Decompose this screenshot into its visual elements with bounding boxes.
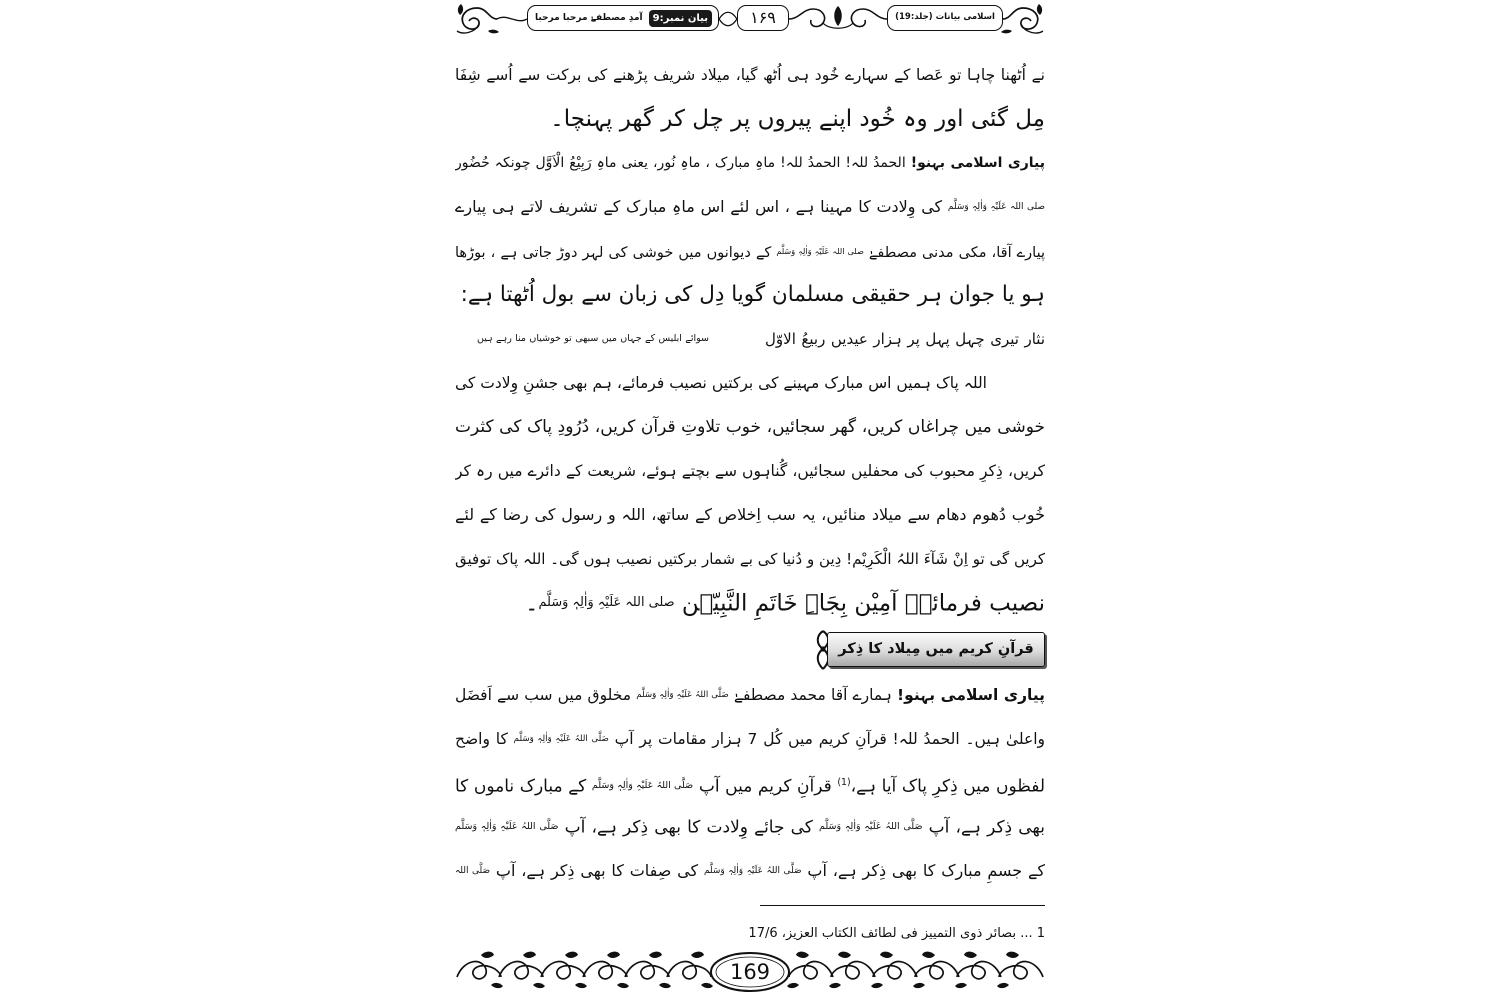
text-line	[455, 97, 1045, 141]
paragraph	[455, 673, 1045, 893]
honorific: صَلَّی اللہُ عَلَیْہِ وَاٰلِہٖ وَسَلَّم	[819, 821, 923, 832]
ornament-leaf	[834, 6, 842, 26]
text-segment: الحمدُ للہ! الحمدُ للہ! ماہِ مبارک ، ماہِ نُور، یعنی ماہِ رَبِیْعُ الْاَوَّل چونکہ حُضُور	[455, 155, 911, 171]
text-line	[455, 185, 1045, 229]
paragraph	[455, 53, 1045, 141]
text-segment: واعلیٰ ہیں۔ الحمدُ للہ! قرآنِ کریم میں کُل 7 ہزار مقامات پر آپ	[608, 730, 1045, 749]
text-segment: کے دیوانوں میں خوشی کی لہر دوڑ جاتی ہے ، بوڑھا	[455, 244, 777, 261]
footer-vine-left	[457, 952, 713, 989]
text-line	[455, 229, 1045, 273]
lead-phrase: پیاری اسلامی بہنو!	[910, 155, 1045, 171]
honorific: صَلَّی اللہُ عَلَیْہِ وَاٰلِہٖ وَسَلَّم	[703, 866, 802, 876]
text-line	[455, 717, 1045, 761]
text-line	[455, 581, 1045, 625]
text-segment: کے مبارک ناموں کا	[455, 776, 592, 797]
text-line	[455, 405, 1045, 449]
text-segment: ۔	[525, 590, 539, 617]
text-line	[455, 53, 1045, 97]
text-line	[455, 537, 1045, 581]
footer-vine-right	[787, 952, 1043, 989]
poetry-couplet	[455, 317, 1045, 361]
book-title-box	[887, 5, 1003, 31]
text-line	[455, 449, 1045, 493]
ornament-stroke	[719, 12, 737, 26]
header-ornament-left	[457, 4, 499, 33]
bayan-title: آمدِ مصطفےٰ مرحبا مرحبا	[535, 12, 643, 23]
ornament-stroke	[851, 9, 887, 27]
text-segment: کی جائے وِلادت کا بھی ذِکر ہے، آپ	[558, 817, 820, 838]
text-line	[455, 805, 1045, 849]
text-segment: نصیب فرمائے۔ آمِیْن بِجَاہِ خَاتَمِ النَّبِیّٖن	[674, 590, 1045, 617]
text-segment: مخلوق میں سب سے اَفضَل	[455, 686, 637, 705]
text-segment: کا واضح	[455, 730, 514, 749]
text-line	[455, 761, 1045, 805]
paragraph	[455, 141, 1045, 317]
bayan-box	[527, 5, 719, 31]
poetry-second-hemistich: سوائے ابلیس کے جہاں میں سبھی تو خوشیاں منا رہے ہیں	[477, 333, 709, 344]
text-segment: کی صِفات کا بھی ذِکر ہے، آپ	[490, 861, 704, 881]
section-heading-row	[455, 625, 1045, 673]
text-segment: اللہ پاک ہمیں اس مبارک مہینے کی برکتیں نصیب فرمائے، ہم بھی جشنِ وِلادت کی	[455, 374, 987, 392]
honorific: صَلَّی اللہُ عَلَیْہِ وَاٰلِہٖ وَسَلَّم	[636, 690, 729, 700]
page-number-box	[737, 5, 789, 31]
text-segment: مِل گئی اور وہ خُود اپنے پیروں پر چل کر گھر پہنچا۔	[550, 106, 1045, 132]
lead-phrase: پیاری اسلامی بہنو!	[897, 686, 1045, 705]
text-segment: بھی ذِکر ہے، آپ	[922, 817, 1045, 838]
text-segment: خُوب دُھوم دھام سے میلاد منائیں، یہ سب اِخلاص کے ساتھ، اللہ و رسول کی رضا کے لئے	[455, 505, 1045, 524]
book-page	[455, 0, 1045, 1000]
text-segment: ہو یا جوان ہر حقیقی مسلمان گویا دِل کی زبان سے بول اُٹھتا ہے:	[460, 282, 1045, 307]
header-ornament-right	[1001, 4, 1043, 33]
running-header	[455, 1, 1045, 37]
footnote: 1 ... بصائر ذوی التمییز فی لطائف الکتاب العزیز، 17/6	[748, 926, 1045, 941]
text-segment: پیارے آقا، مکی مدنی مصطفےٰ	[863, 244, 1045, 261]
book-title: اسلامی بیانات (جلد:19)	[895, 12, 995, 22]
text-segment: کریں، ذِکرِ محبوب کی محفلیں سجائیں، گُناہوں سے بچتے ہوئے، شریعت کے دائرے میں رہ کر	[455, 462, 1045, 480]
text-line	[455, 673, 1045, 717]
text-segment: ہمارے آقا محمد مصطفےٰ	[728, 686, 898, 705]
page-number: 169	[729, 960, 771, 984]
ornament-dot	[820, 646, 825, 651]
text-segment: لفظوں میں ذِکرِ پاک آیا ہے،	[850, 776, 1045, 797]
ornament-stroke	[497, 17, 527, 20]
text-line	[455, 493, 1045, 537]
footnote-ref: (1)	[837, 777, 851, 788]
poetry-first-hemistich: نثار تیری چہل پہل پر ہزار عیدیں ربیعُ الاوّل	[765, 330, 1045, 348]
text-segment: کی وِلادت کا مہینا ہے ، اس لئے اس ماہِ مبارک کے تشریف لاتے ہی پیارے	[455, 197, 948, 217]
honorific: صلی اللہ عَلَیْہِ وَاٰلِہٖ وَسَلَّم	[947, 202, 1045, 212]
text-segment: نے اُٹھنا چاہا تو عَصا کے سہارے خُود ہی اُٹھ گیا، میلاد شریف پڑھنے کی برکت سے اُسے شِفَا	[455, 66, 1045, 84]
page-number-urdu: ۱۶۹	[750, 8, 776, 27]
honorific: صَلَّی اللہ	[455, 866, 491, 876]
text-line	[455, 361, 1045, 405]
text-segment: خوشی میں چراغاں کریں، گھر سجائیں، خوب تلاوتِ قرآن کریں، دُرُودِ پاک کی کثرت	[455, 417, 1045, 437]
honorific: صلی اللہ عَلَیْہِ وَاٰلِہٖ وَسَلَّم	[538, 595, 675, 610]
page-body	[455, 53, 1045, 893]
ornament-stroke	[789, 9, 825, 27]
page-footer	[455, 947, 1045, 999]
honorific: صَلَّی اللہُ عَلَیْہِ وَاٰلِہٖ وَسَلَّم	[455, 821, 559, 832]
footnote-rule	[760, 905, 1045, 906]
text-segment: کریں گی تو اِنْ شَآءَ اللہُ الْکَرِیْم! دِین و دُنیا کی بے شمار برکتیں نصیب ہوں گی۔ اللہ پاک توفیق	[455, 550, 1045, 568]
section-heading: قرآنِ کریم میں مِیلاد کا ذِکر	[827, 632, 1045, 667]
text-segment: کے جسمِ مبارک کا بھی ذِکر ہے، آپ	[801, 861, 1045, 881]
honorific: صلی اللہ عَلَیْہِ وَاٰلِہٖ وَسَلَّم	[776, 246, 864, 256]
honorific: صَلَّی اللہُ عَلَیْہِ وَاٰلِہٖ وَسَلَّم	[591, 780, 694, 792]
paragraph	[455, 361, 1045, 625]
text-line	[455, 849, 1045, 893]
text-line	[455, 273, 1045, 317]
text-segment: قرآنِ کریم میں آپ	[693, 776, 838, 797]
honorific: صَلَّی اللہُ عَلَیْہِ وَاٰلِہٖ وَسَلَّم	[513, 734, 609, 744]
bayan-number-badge: بیان نمبر:9	[649, 10, 712, 27]
text-line	[455, 141, 1045, 185]
